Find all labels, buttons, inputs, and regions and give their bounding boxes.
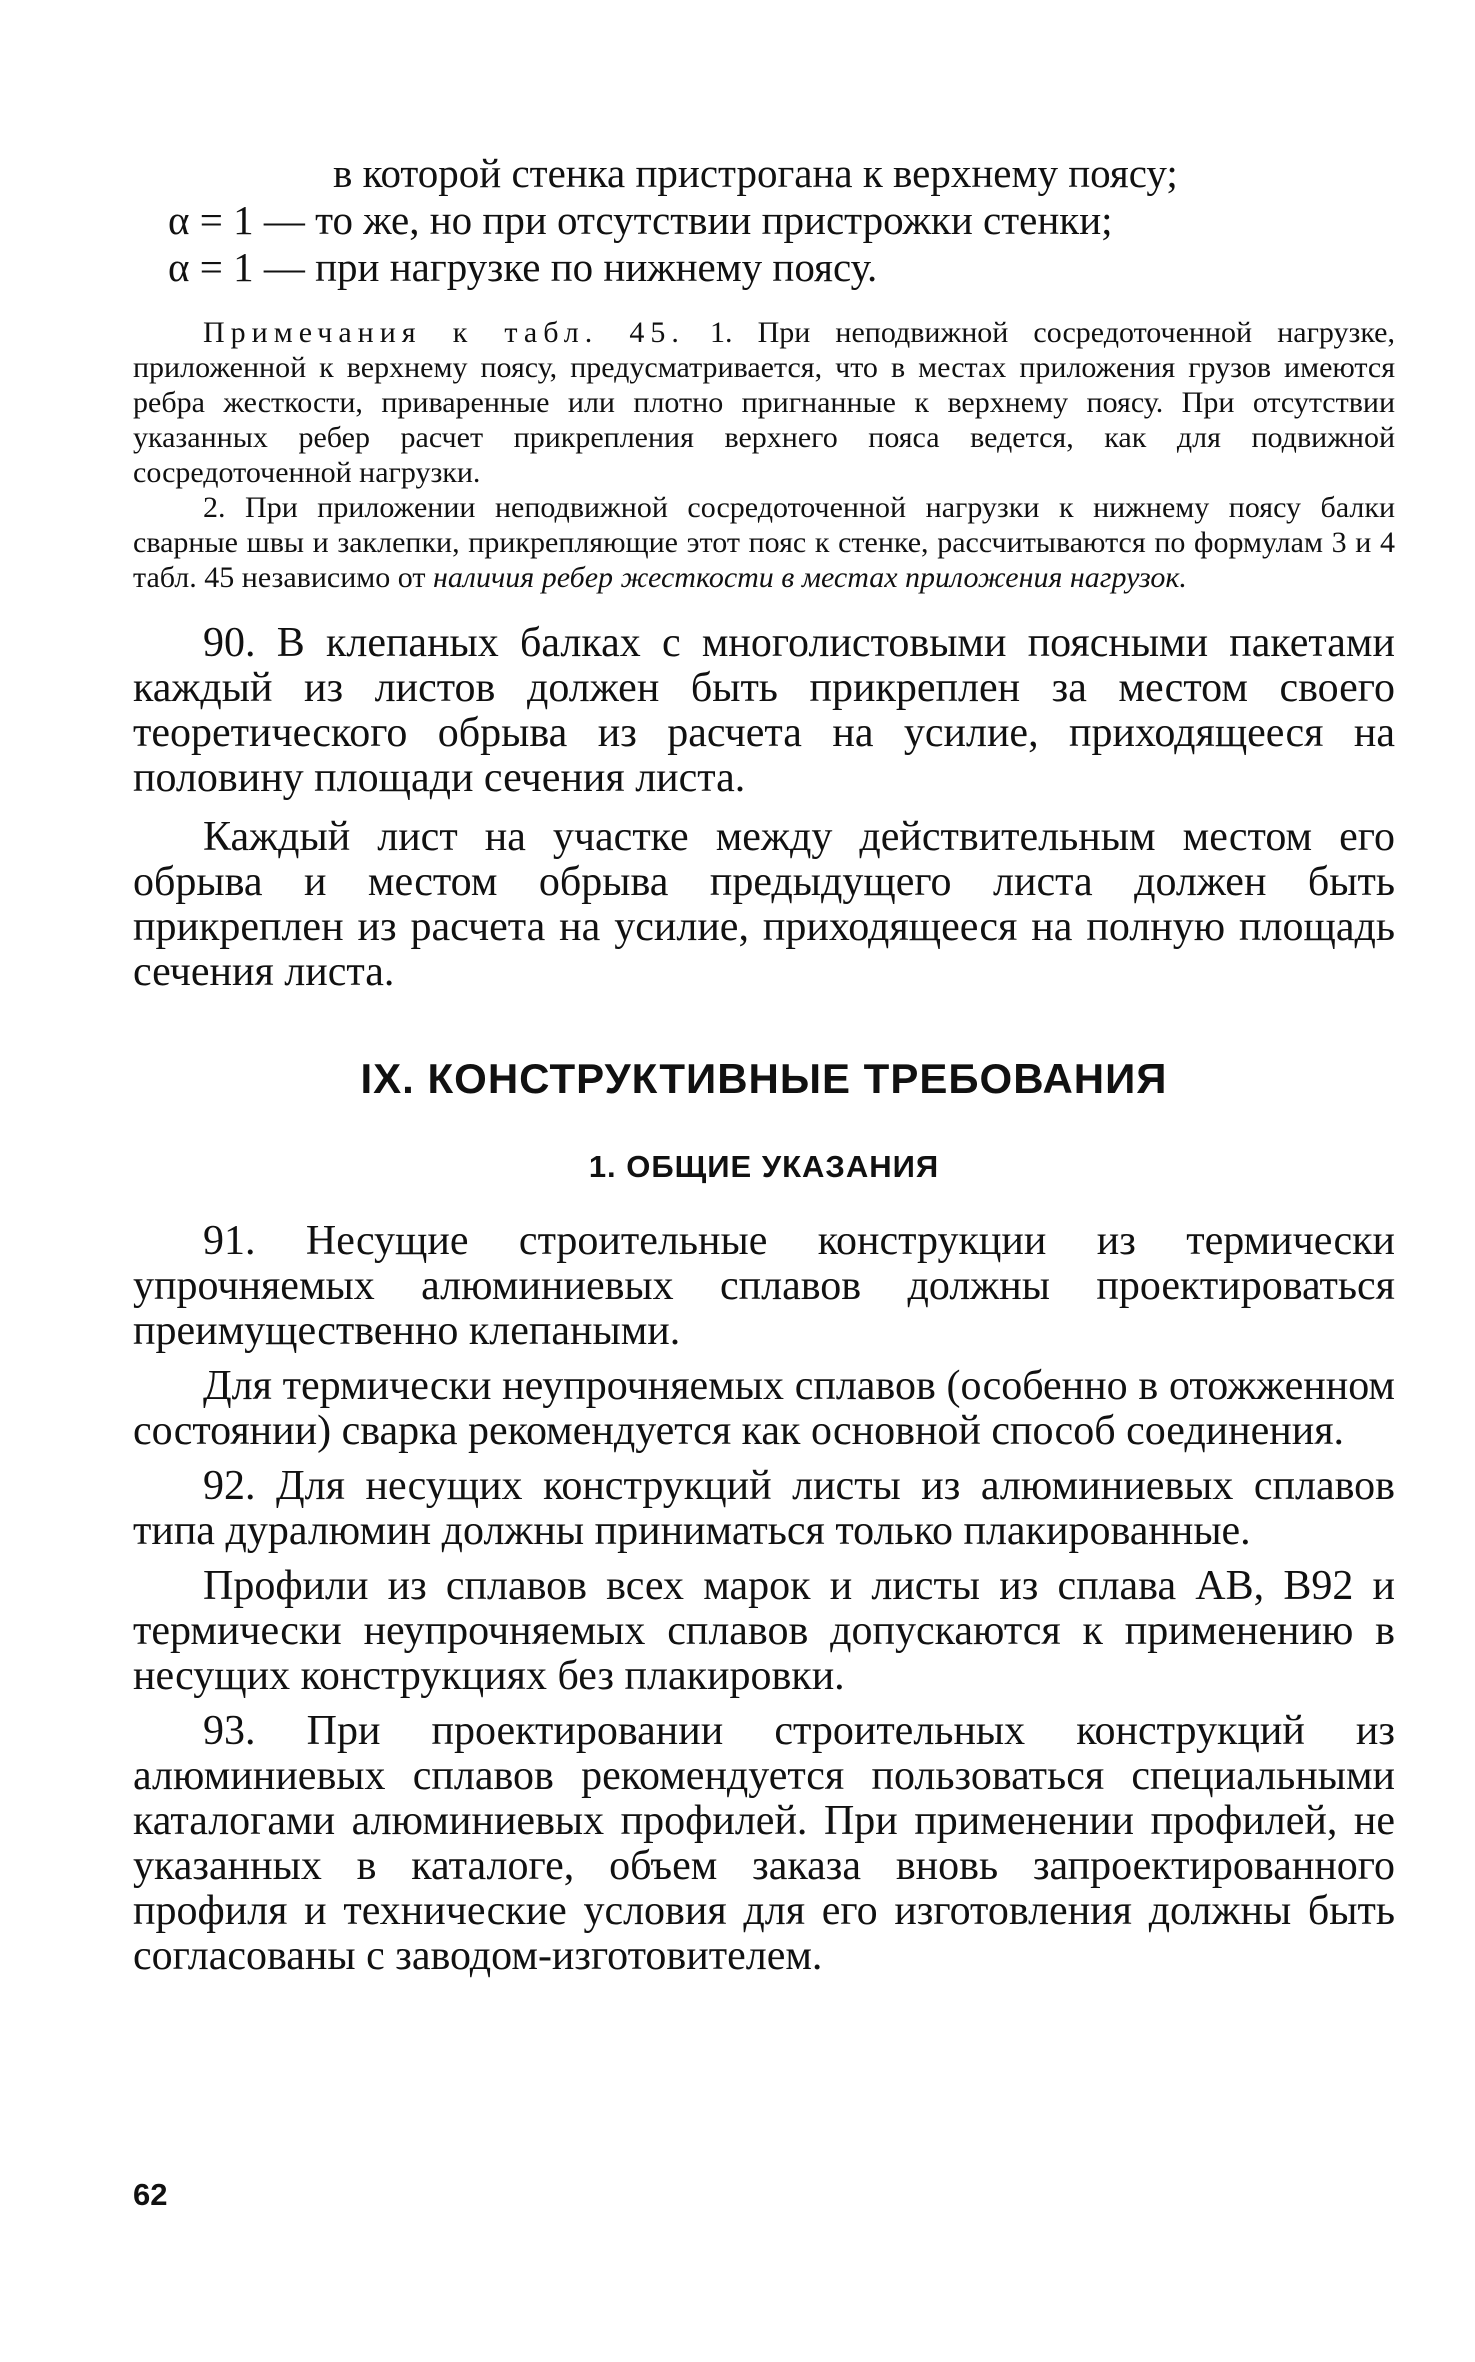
notes-label: Примечания к табл. 45.: [203, 316, 685, 349]
sub-heading: 1. ОБЩИЕ УКАЗАНИЯ: [588, 1149, 940, 1184]
paragraph-90: 90. В клепаных балках с многолистовыми поясными пакетами каждый из листов должен быть прикреплен за местом своего теоретического обрыва из расчета на усилие, приходящееся на половину площади сечения листа.: [133, 620, 1395, 801]
formula-line-3: α = 1 — при нагрузке по нижнему поясу.: [168, 244, 878, 290]
paragraph-91-continued: Для термически неупрочняемых сплавов (особенно в отожженном состоянии) сварка рекомендуется как основной способ соединения.: [133, 1363, 1395, 1454]
table-notes: [133, 315, 1395, 595]
paragraph-93: 93. При проектировании строительных конструкций из алюминиевых сплавов рекомендуется пользоваться специальными каталогами алюминиевых профилей. При применении профилей, не указанных в каталоге, объем заказа вновь запроектированного профиля и технические условия для его изготовления должны быть согласованы с заводом-изготовителем.: [133, 1708, 1395, 1979]
paragraph-91: 91. Несущие строительные конструкции из термически упрочняемых алюминиевых сплавов должны проектироваться преимущественно клепаными.: [133, 1218, 1395, 1354]
paragraph-90-continued: Каждый лист на участке между действительным местом его обрыва и местом обрыва предыдущего листа должен быть прикреплен из расчета на усилие, приходящееся на полную площадь сечения листа.: [133, 814, 1395, 995]
paragraph-92: 92. Для несущих конструкций листы из алюминиевых сплавов типа дуралюмин должны приниматься только плакированные.: [133, 1463, 1395, 1554]
note-2-text: 2. При приложении неподвижной сосредоточенной нагрузки к нижнему поясу балки сварные швы и заклепки, прикрепляющие этот пояс к стенке, рассчитываются по формулам 3 и 4 табл. 45 независимо от: [133, 491, 1395, 594]
section-rivet-beams: [133, 621, 1395, 995]
note-2-italic-text: наличия ребер жесткости в местах приложения нагрузок.: [432, 561, 1187, 594]
formula-block: [133, 150, 1395, 291]
formula-line-1: в которой стенка пристрогана к верхнему поясу;: [333, 150, 1178, 196]
document-page: [133, 150, 1395, 1979]
formula-line-2: α = 1 — то же, но при отсутствии пристрожки стенки;: [168, 197, 1113, 243]
paragraph-92-continued: Профили из сплавов всех марок и листы из сплава АВ, В92 и термически неупрочняемых сплавов допускаются к применению в несущих конструкциях без плакировки.: [133, 1563, 1395, 1699]
note-1-text: 1. При неподвижной сосредоточенной нагрузке, приложенной к верхнему поясу, предусматривается, что в местах приложения грузов имеются ребра жесткости, приваренные или плотно пригнанные к верхнему поясу. При отсутствии указанных ребер расчет прикрепления верхнего пояса ведется, как для подвижной сосредоточенной нагрузки.: [133, 316, 1395, 489]
note-1: [133, 315, 1395, 490]
page-number: 62: [133, 2177, 168, 2212]
section-general-instructions: [133, 1219, 1395, 1979]
chapter-heading: IX. КОНСТРУКТИВНЫЕ ТРЕБОВАНИЯ: [360, 1055, 1168, 1102]
note-2: [133, 490, 1395, 595]
